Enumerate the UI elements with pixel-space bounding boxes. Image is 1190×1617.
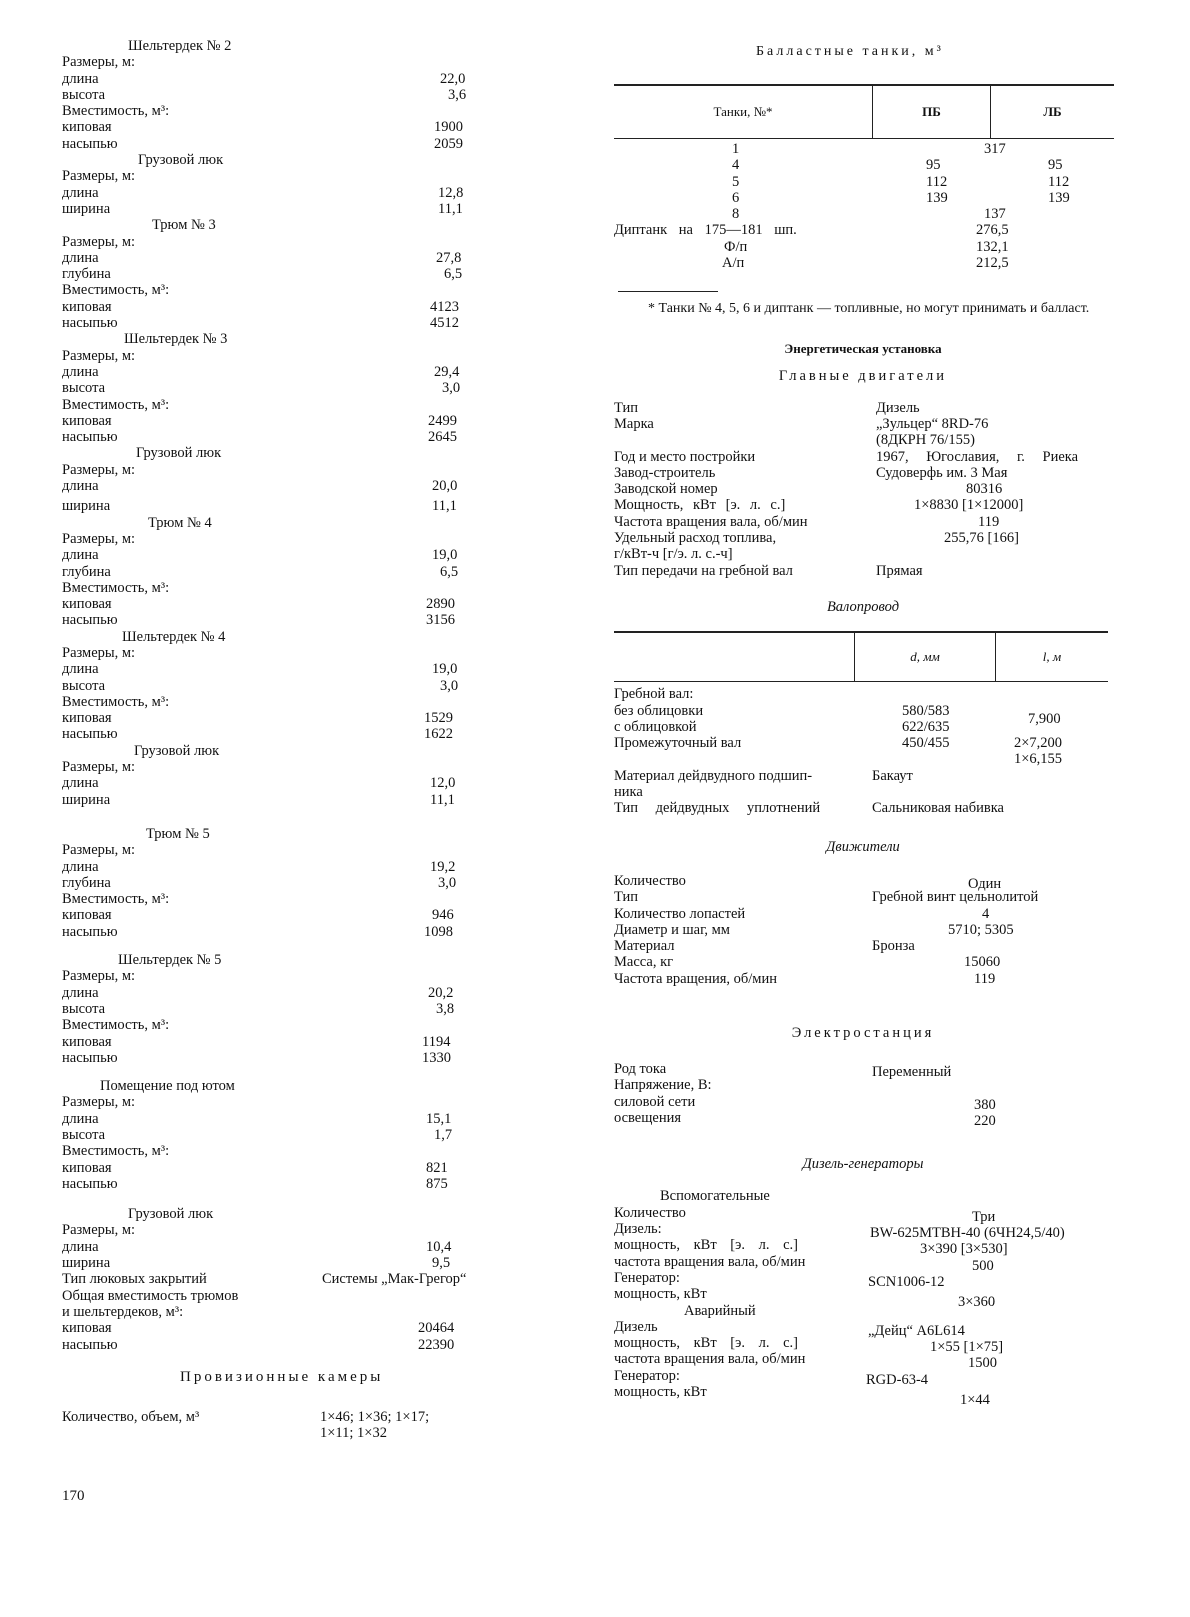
value: 11,1 <box>430 791 455 808</box>
value: 22,0 <box>440 70 466 87</box>
label: Тип люковых закрытий <box>62 1271 207 1288</box>
label: насыпью <box>62 726 118 743</box>
ballast-table-body <box>614 141 1134 222</box>
value: 380 <box>974 1096 996 1113</box>
label: киповая <box>62 412 112 429</box>
section-title: Шельтердек № 2 <box>128 38 232 54</box>
tank-capacity-lb: 139 <box>1048 189 1070 206</box>
value: 20,0 <box>432 478 458 495</box>
value: Бакаут <box>872 767 913 784</box>
label: Размеры, м: <box>62 759 136 776</box>
value: (8ДКРН 76/155) <box>876 432 975 449</box>
label: высота <box>62 380 106 397</box>
label: ширина <box>62 791 111 808</box>
label: Завод-строитель <box>614 464 716 481</box>
value: 946 <box>432 907 454 924</box>
value: 27,8 <box>436 249 462 266</box>
label: Диптанк на 175—181 шп. <box>614 222 797 239</box>
value: Судоверфь им. 3 Мая <box>876 464 1008 481</box>
label: длина <box>62 184 99 201</box>
left-column <box>62 38 532 1441</box>
label: Тип дейдвудных уплотнений <box>614 800 821 817</box>
label: Гребной вал: <box>614 686 694 703</box>
section-title: Шельтердек № 5 <box>118 952 222 969</box>
subsection-title: Электростанция <box>791 1024 935 1041</box>
label: Удельный расход топлива, <box>614 530 777 547</box>
value: 9,5 <box>432 1255 451 1272</box>
value: 1×8830 [1×12000] <box>914 497 1024 514</box>
label: ширина <box>62 200 111 217</box>
label: А/п <box>722 255 745 272</box>
value: 255,76 [166] <box>944 530 1019 547</box>
value: 1330 <box>422 1049 451 1066</box>
value: 12,8 <box>438 184 464 201</box>
label: Материал дейдвудного подшип- <box>614 767 813 784</box>
section-title: Аварийный <box>684 1302 756 1319</box>
label: Размеры, м: <box>62 1094 136 1111</box>
label: Материал <box>614 938 675 955</box>
label: длина <box>62 775 99 792</box>
value: 3156 <box>426 612 455 629</box>
value: 3,0 <box>440 677 459 694</box>
right-column <box>614 44 1134 1409</box>
label: насыпью <box>62 1336 118 1353</box>
label: высота <box>62 1127 106 1143</box>
label: Дизель <box>614 1318 658 1335</box>
value: 1194 <box>422 1033 451 1050</box>
label: киповая <box>62 710 112 727</box>
label: Размеры, м: <box>62 54 136 71</box>
tank-number: 8 <box>732 206 740 223</box>
value: 276,5 <box>976 222 1009 239</box>
label: длина <box>62 1238 99 1255</box>
value: 3,0 <box>442 380 461 397</box>
section-title: Грузовой люк <box>128 1206 214 1223</box>
label: высота <box>62 1000 106 1017</box>
value: 3,8 <box>436 1000 455 1017</box>
value: 580/583 <box>902 702 950 719</box>
section-title: Энергетическая установка <box>784 341 942 357</box>
ballast-row <box>614 141 1134 157</box>
tank-capacity-pb: 112 <box>926 173 948 190</box>
label: Масса, кг <box>614 954 674 971</box>
ballast-table-header <box>614 84 1114 139</box>
label: частота вращения вала, об/мин <box>614 1253 806 1270</box>
value: Дизель <box>876 399 920 416</box>
label: и шельтердеков, м³: <box>62 1303 184 1320</box>
label: Количество лопастей <box>614 905 746 922</box>
value: 1098 <box>424 923 453 940</box>
value: 2645 <box>428 429 457 446</box>
label: Общая вместимость трюмов <box>62 1287 239 1304</box>
footnote: * Танки № 4, 5, 6 и диптанк — топливные, но могут принимать и балласт. <box>648 301 1090 317</box>
label: глубина <box>62 266 111 283</box>
value: Один <box>968 875 1002 892</box>
label: киповая <box>62 1320 112 1337</box>
label: Марка <box>614 415 654 432</box>
label: освещения <box>614 1109 682 1126</box>
header-l: l, м <box>1042 649 1062 665</box>
label: Частота вращения, об/мин <box>614 970 777 987</box>
value: 4 <box>982 905 990 922</box>
label: Количество <box>614 1204 686 1221</box>
label: Ф/п <box>724 238 748 255</box>
value: 10,4 <box>426 1238 452 1255</box>
label: Вместимость, м³: <box>62 396 170 413</box>
value: 2499 <box>428 412 457 429</box>
ballast-row <box>614 157 1134 173</box>
value: 20464 <box>418 1320 455 1337</box>
value: 1×6,155 <box>1014 751 1063 768</box>
label: Вместимость, м³: <box>62 1143 170 1160</box>
value: Сальниковая набивка <box>872 800 1004 817</box>
section-title: Трюм № 5 <box>146 825 210 842</box>
section-title: Грузовой люк <box>136 445 222 462</box>
label: Количество <box>614 872 686 889</box>
label: мощность, кВт [э. л. с.] <box>614 1335 798 1352</box>
label: насыпью <box>62 1049 118 1066</box>
label: ника <box>614 784 643 801</box>
value: 1×46; 1×36; 1×17; <box>320 1408 430 1425</box>
section-title: Трюм № 4 <box>148 514 212 531</box>
label: мощность, кВт <box>614 1286 707 1303</box>
value: Гребной винт цельнолитой <box>872 889 1039 906</box>
ballast-row <box>614 206 1134 222</box>
label: высота <box>62 677 106 694</box>
label: Тип передачи на гребной вал <box>614 562 793 579</box>
label: киповая <box>62 119 112 136</box>
label: с облицовкой <box>614 718 697 735</box>
value: 15060 <box>964 954 1001 971</box>
label: Вместимость, м³: <box>62 103 170 120</box>
label: Генератор: <box>614 1367 680 1384</box>
label: насыпью <box>62 429 118 446</box>
label: длина <box>62 249 99 266</box>
value: „Зульцер“ 8RD-76 <box>876 415 989 432</box>
label: Количество, объем, м³ <box>62 1408 200 1425</box>
value: 212,5 <box>976 255 1009 272</box>
label: Размеры, м: <box>62 168 136 185</box>
tank-capacity-center: 137 <box>984 206 1006 223</box>
label: Размеры, м: <box>62 644 136 661</box>
value: Три <box>972 1208 996 1225</box>
value: 1500 <box>968 1355 997 1372</box>
label: длина <box>62 363 99 380</box>
section-title: Шельтердек № 4 <box>122 628 226 645</box>
value: BW-625MTBH-40 (6ЧН24,5/40) <box>870 1225 1065 1242</box>
tank-capacity-lb: 95 <box>1048 157 1063 174</box>
value: 4512 <box>430 315 459 332</box>
label: Год и место постройки <box>614 448 756 465</box>
tank-number: 5 <box>732 173 740 190</box>
label: частота вращения вала, об/мин <box>614 1351 806 1368</box>
value: RGD-63-4 <box>866 1371 929 1388</box>
label: Тип <box>614 399 639 416</box>
value: 19,0 <box>432 547 458 564</box>
label: киповая <box>62 1033 112 1050</box>
value: 19,0 <box>432 661 458 678</box>
value: 12,0 <box>430 775 456 792</box>
shafting-table-header <box>614 631 1108 682</box>
ballast-row <box>614 190 1134 206</box>
label: Вместимость, м³: <box>62 1017 170 1034</box>
label: Размеры, м: <box>62 842 136 859</box>
value: 80316 <box>966 481 1003 498</box>
value: 1×44 <box>960 1392 990 1409</box>
value: 2890 <box>426 596 455 613</box>
label: длина <box>62 1110 99 1127</box>
label: Размеры, м: <box>62 968 136 985</box>
value: 1×55 [1×75] <box>930 1339 1004 1356</box>
section-title: Вспомогательные <box>660 1188 770 1205</box>
value: Бронза <box>872 938 915 955</box>
tank-capacity-pb: 95 <box>926 157 941 174</box>
label: длина <box>62 70 99 87</box>
label: насыпью <box>62 315 118 332</box>
ballast-row <box>614 174 1134 190</box>
value: 1529 <box>424 710 453 727</box>
subsection-title: Валопровод <box>826 598 900 615</box>
label: Генератор: <box>614 1269 680 1286</box>
label: Размеры, м: <box>62 461 136 478</box>
subsection-title: Дизель-генераторы <box>802 1156 924 1173</box>
label: ширина <box>62 498 111 515</box>
value: 500 <box>972 1257 994 1274</box>
label: насыпью <box>62 1175 118 1192</box>
label: Дизель: <box>614 1221 662 1238</box>
tank-capacity-pb: 139 <box>926 189 948 206</box>
label: без облицовки <box>614 702 704 719</box>
label: насыпью <box>62 612 118 629</box>
value: 11,1 <box>438 200 463 217</box>
value: 20,2 <box>428 984 454 1001</box>
section-title: Помещение под ютом <box>100 1078 235 1095</box>
label: Тип <box>614 889 639 906</box>
value: 220 <box>974 1112 996 1129</box>
label: высота <box>62 86 106 103</box>
value: SCN1006-12 <box>868 1273 945 1290</box>
value: 821 <box>426 1159 448 1176</box>
subsection-title: Главные двигатели <box>778 367 948 384</box>
value: 22390 <box>418 1336 455 1353</box>
label: Род тока <box>614 1060 667 1077</box>
label: длина <box>62 547 99 564</box>
label: Вместимость, м³: <box>62 282 170 299</box>
value: 1967, Югославия, г. Риека <box>876 448 1079 465</box>
value: 29,4 <box>434 363 460 380</box>
value: 2059 <box>434 135 463 152</box>
tank-capacity-center: 317 <box>984 141 1006 157</box>
tank-number: 1 <box>732 141 740 157</box>
value: 119 <box>978 513 1000 530</box>
value: Переменный <box>872 1063 952 1080</box>
value: 3,6 <box>448 86 467 103</box>
label: киповая <box>62 907 112 924</box>
value: 450/455 <box>902 735 950 752</box>
label: г/кВт-ч [г/э. л. с.-ч] <box>614 546 733 563</box>
header-pb: ПБ <box>922 103 941 119</box>
label: Вместимость, м³: <box>62 693 170 710</box>
header-d: d, мм <box>910 649 940 665</box>
value: 4123 <box>430 298 459 315</box>
label: Размеры, м: <box>62 347 136 364</box>
label: Вместимость, м³: <box>62 579 170 596</box>
label: Промежуточный вал <box>614 735 742 752</box>
label: насыпью <box>62 923 118 940</box>
label: Напряжение, В: <box>614 1077 712 1094</box>
label: ширина <box>62 1255 111 1272</box>
value: 132,1 <box>976 238 1009 255</box>
label: длина <box>62 984 99 1001</box>
value: 5710; 5305 <box>948 921 1014 938</box>
footnote-rule <box>618 291 718 292</box>
label: мощность, кВт <box>614 1384 707 1401</box>
section-title: Балластные танки, м³ <box>756 44 944 59</box>
label: длина <box>62 858 99 875</box>
section-title: Грузовой люк <box>134 742 220 759</box>
label: длина <box>62 478 99 495</box>
label: Размеры, м: <box>62 233 136 250</box>
value: Прямая <box>876 562 923 579</box>
label: глубина <box>62 874 111 891</box>
subsection-title: Движители <box>826 838 900 855</box>
value: 1900 <box>434 119 463 136</box>
value: 1,7 <box>434 1127 453 1143</box>
tank-capacity-lb: 112 <box>1048 173 1070 190</box>
page-number: 170 <box>62 1488 85 1504</box>
label: длина <box>62 661 99 678</box>
section-title: Трюм № 3 <box>152 217 216 234</box>
label: Размеры, м: <box>62 1222 136 1239</box>
value: 622/635 <box>902 718 950 735</box>
tank-number: 6 <box>732 189 740 206</box>
tank-number: 4 <box>732 157 740 174</box>
label: киповая <box>62 596 112 613</box>
value: 6,5 <box>444 266 463 283</box>
section-title: Провизионные камеры <box>180 1368 384 1385</box>
label: глубина <box>62 563 111 580</box>
section-title: Шельтердек № 3 <box>124 331 228 348</box>
label: насыпью <box>62 135 118 152</box>
value: 6,5 <box>440 563 459 580</box>
value: „Дейц“ A6L614 <box>868 1322 965 1339</box>
value: 1×11; 1×32 <box>320 1425 387 1442</box>
value: 3×360 <box>958 1294 996 1311</box>
value: 875 <box>426 1175 448 1192</box>
label: киповая <box>62 1159 112 1176</box>
header-lb: ЛБ <box>1043 103 1062 119</box>
value: 19,2 <box>430 858 456 875</box>
label: мощность, кВт [э. л. с.] <box>614 1237 798 1254</box>
label: Размеры, м: <box>62 530 136 547</box>
value: 3×390 [3×530] <box>920 1241 1008 1258</box>
value: Системы „Мак-Грегор“ <box>322 1271 467 1288</box>
section-title: Грузовой люк <box>138 152 224 169</box>
value: 2×7,200 <box>1014 735 1063 752</box>
label: киповая <box>62 298 112 315</box>
value: 119 <box>974 970 996 987</box>
value: 11,1 <box>432 498 457 515</box>
value: 1622 <box>424 726 453 743</box>
label: Заводской номер <box>614 481 718 498</box>
header-tank: Танки, №* <box>713 103 773 119</box>
label: Диаметр и шаг, мм <box>614 921 730 938</box>
label: Мощность, кВт [э. л. с.] <box>614 497 786 514</box>
value: 7,900 <box>1028 710 1061 727</box>
label: Вместимость, м³: <box>62 891 170 908</box>
label: Частота вращения вала, об/мин <box>614 513 808 530</box>
value: 15,1 <box>426 1110 452 1127</box>
label: силовой сети <box>614 1093 696 1110</box>
value: 3,0 <box>438 874 457 891</box>
